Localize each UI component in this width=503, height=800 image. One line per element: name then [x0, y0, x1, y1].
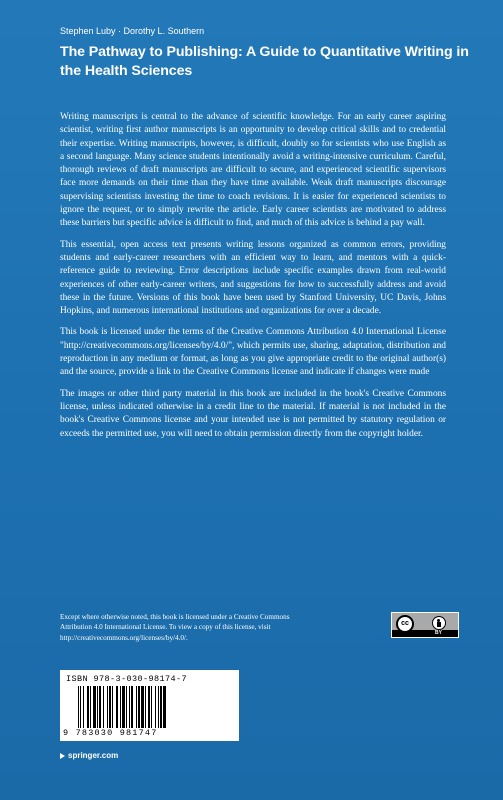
blurb-paragraph: Writing manuscripts is central to the advance of scientific knowledge. For an early career aspiring scientist, writing first author manuscripts is an opportunity to develop critical skills and to credential their expertise. Writing manuscripts, however, is difficult, doubly so for scientists who use English as a second language. Many science students intentionally avoid a writing-intensive curriculum. Careful, thorough reviews of draft manuscripts are difficult to secure, and experienced scientific supervisors face more demands on their time than they have time available. Weak draft manuscripts discourage supervising scientists investing the time to coach revisions. It is easier for experienced scientists to ignore the request, or to simply rewrite the article. Early career scientists are motivated to address these barriers but specific advice is difficult to find, and much of this advice is behind a pay wall. — [60, 112, 446, 229]
cc-by-badge — [391, 612, 459, 638]
blurb-paragraph: This essential, open access text presents writing lessons organized as common errors, providing students and early-career researchers with an efficient way to learn, and mentors with a quick-reference guide to reviewing. Error descriptions include specific examples drawn from real-world experiences of other early-career writers, and suggestions for how to successfully address and avoid these in the future. Versions of this book have been used by Stanford University, UC Davis, Johns Hopkins, and numerous international institutions and organizations for over a decade. — [60, 239, 446, 317]
barcode-digits: 9 783030 981747 — [63, 728, 158, 738]
barcode — [78, 686, 230, 728]
book-title: The Pathway to Publishing: A Guide to Quantitative Writing in the Health Sciences — [60, 44, 469, 79]
barcode-box — [60, 670, 239, 741]
third-party-paragraph: The images or other third party material in this book are included in the book's Creative Commons license, unless indicated otherwise in a credit line to the material. If material is not included in the book's Creative Commons license and your intended use is not permitted by statutory regulation or exceeds the permitted use, you will need to obtain permission directly from the copyright holder. — [60, 388, 446, 439]
publisher-label: springer.com — [68, 751, 119, 760]
publisher-link — [60, 751, 118, 760]
blurb — [60, 111, 446, 449]
license-paragraph: This book is licensed under the terms of the Creative Commons Attribution 4.0 International License "http://creativecommons.org/licenses/by/4.0/", which permits use, sharing, adaptation, distribution and reproduction in any medium or format, as long as you give appropriate credit to the original author(s) and the source, provide a link to the Creative Commons license and indicate if changes were made — [60, 327, 446, 378]
barcode-bar — [166, 686, 167, 728]
cc-icon: cc — [396, 615, 414, 633]
authors: Stephen Luby · Dorothy L. Southern — [60, 26, 205, 36]
license-note: Except where otherwise noted, this book is licensed under a Creative Commons Attribution 4.0 International License. To view a copy of this license, visit http://creativecommons.org/licenses/by/4.0/. — [60, 613, 290, 642]
arrow-icon — [60, 753, 65, 759]
by-label: BY — [435, 630, 442, 636]
isbn: ISBN 978-3-030-98174-7 — [66, 674, 188, 684]
attribution-person-icon — [432, 616, 446, 630]
